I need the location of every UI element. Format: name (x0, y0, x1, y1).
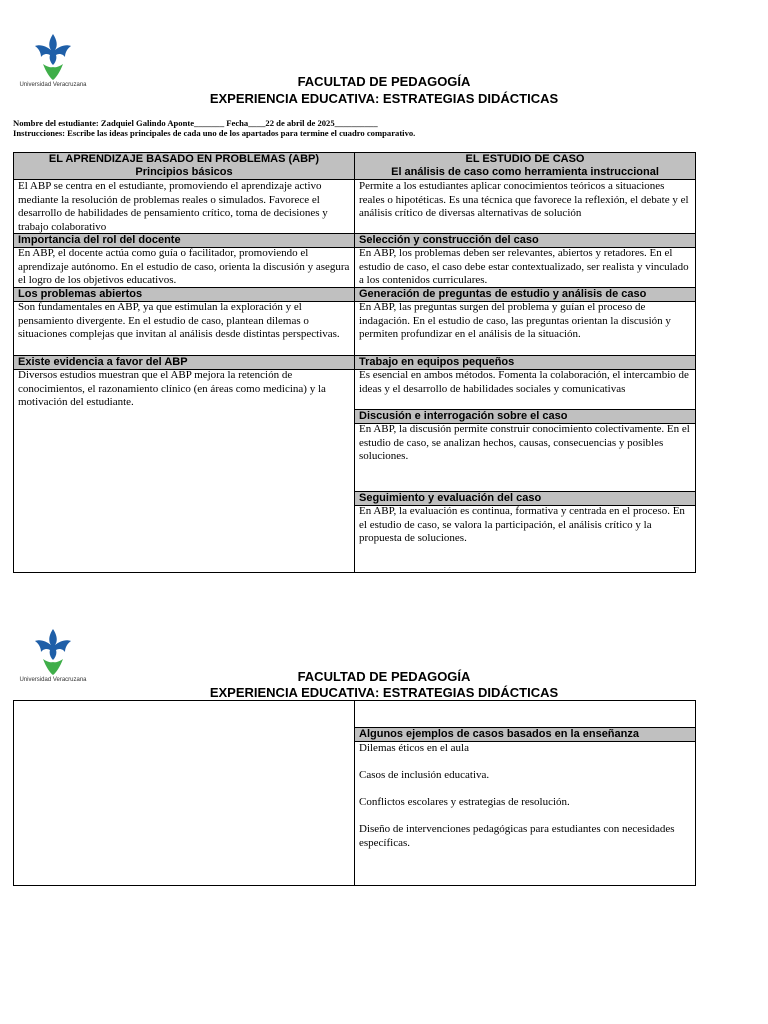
problems-text: Son fundamentales en ABP, ya que estimulan la exploración y el pensamiento divergente. En el estudio de caso, plantean dilemas o situaciones complejas que invitan al análisis desde distintas perspectivas. (18, 301, 340, 340)
case-analysis-text: Permite a los estudiantes aplicar conocimientos teóricos a situaciones reales o hipotéticas. Es una técnica que favorece la reflexión, el debate y el análisis crítico de diversas alternativas de solución (359, 180, 689, 219)
followup-text: En ABP, la evaluación es continua, formativa y centrada en el proceso. En el estudio de caso, se valora la participación, el análisis crítico y la propuesta de soluciones. (359, 505, 685, 544)
questions-header: Generación de preguntas de estudio y análisis de caso (355, 287, 695, 302)
student-line: Nombre del estudiante: Zadquiel Galindo Aponte_______ Fecha____22 de abril de 2025__________ (13, 118, 378, 128)
logo-caption: Universidad Veracruzana (19, 82, 87, 88)
case-study-header (355, 153, 695, 180)
example-item: Diseño de intervenciones pedagógicas para estudiantes con necesidades específicas. (359, 823, 675, 849)
instructions-line: Instrucciones: Escribe las ideas principales de cada uno de los apartados para termine el cuadro comparativo. (13, 128, 416, 138)
selection-header: Selección y construcción del caso (355, 233, 695, 248)
case-study-header-title: EL ESTUDIO DE CASO (465, 153, 585, 165)
discussion-header: Discusión e interrogación sobre el caso (355, 409, 695, 424)
questions-text: En ABP, las preguntas surgen del problema y guían el proceso de indagación. En el estudio de caso, las preguntas orientan la discusión y permiten profundizar en el análisis de la situación. (359, 301, 671, 340)
evidence-header: Existe evidencia a favor del ABP (14, 355, 354, 370)
followup-header: Seguimiento y evaluación del caso (355, 491, 695, 506)
page2-title-course: EXPERIENCIA EDUCATIVA: ESTRATEGIAS DIDÁCTICAS (209, 685, 559, 700)
discussion-text: En ABP, la discusión permite construir conocimiento colectivamente. En el estudio de caso, se analizan hechos, causas, consecuencias y posibles soluciones. (359, 423, 690, 462)
abp-header-subtitle: Principios básicos (135, 166, 233, 178)
role-text: En ABP, el docente actúa como guía o facilitador, promoviendo el aprendizaje autónomo. En el estudio de caso, orienta la discusión y asegura el logro de los objetivos educativos. (18, 247, 350, 286)
page1-title-course: EXPERIENCIA EDUCATIVA: ESTRATEGIAS DIDÁCTICAS (209, 91, 559, 106)
selection-text: En ABP, los problemas deben ser relevantes, abiertos y retadores. En el estudio de caso, el caso debe estar contextualizado, ser realista y vinculado a los contenidos curriculares. (359, 247, 689, 286)
examples-table (13, 700, 696, 886)
comparison-table (13, 152, 696, 573)
role-header: Importancia del rol del docente (14, 233, 354, 248)
abp-principles-text: El ABP se centra en el estudiante, promoviendo el aprendizaje activo mediante la resolución de problemas reales o simulados. Favorece el desarrollo de habilidades de pensamiento crítico, toma de decisiones y trabajo colaborativo (18, 180, 328, 233)
examples-list (355, 742, 695, 864)
logo-caption-page2: Universidad Veracruzana (19, 677, 87, 683)
teams-header: Trabajo en equipos pequeños (355, 355, 695, 370)
example-item: Casos de inclusión educativa. (359, 769, 490, 781)
example-item: Conflictos escolares y estrategias de resolución. (359, 796, 570, 808)
page2-title-faculty: FACULTAD DE PEDAGOGÍA (297, 669, 471, 684)
abp-header-title: EL APRENDIZAJE BASADO EN PROBLEMAS (ABP) (48, 153, 320, 165)
page1-title-faculty: FACULTAD DE PEDAGOGÍA (297, 74, 471, 89)
abp-header (14, 153, 354, 180)
teams-text: Es esencial en ambos métodos. Fomenta la colaboración, el intercambio de ideas y el desarrollo de habilidades sociales y comunicativas (359, 369, 689, 395)
examples-header: Algunos ejemplos de casos basados en la enseñanza (355, 727, 695, 742)
example-item: Dilemas éticos en el aula (359, 742, 469, 754)
problems-header: Los problemas abiertos (14, 287, 354, 302)
case-study-header-subtitle: El análisis de caso como herramienta instruccional (391, 166, 659, 178)
evidence-text: Diversos estudios muestran que el ABP mejora la retención de conocimientos, el razonamiento clínico (en áreas como medicina) y la motivación del estudiante. (18, 369, 326, 408)
